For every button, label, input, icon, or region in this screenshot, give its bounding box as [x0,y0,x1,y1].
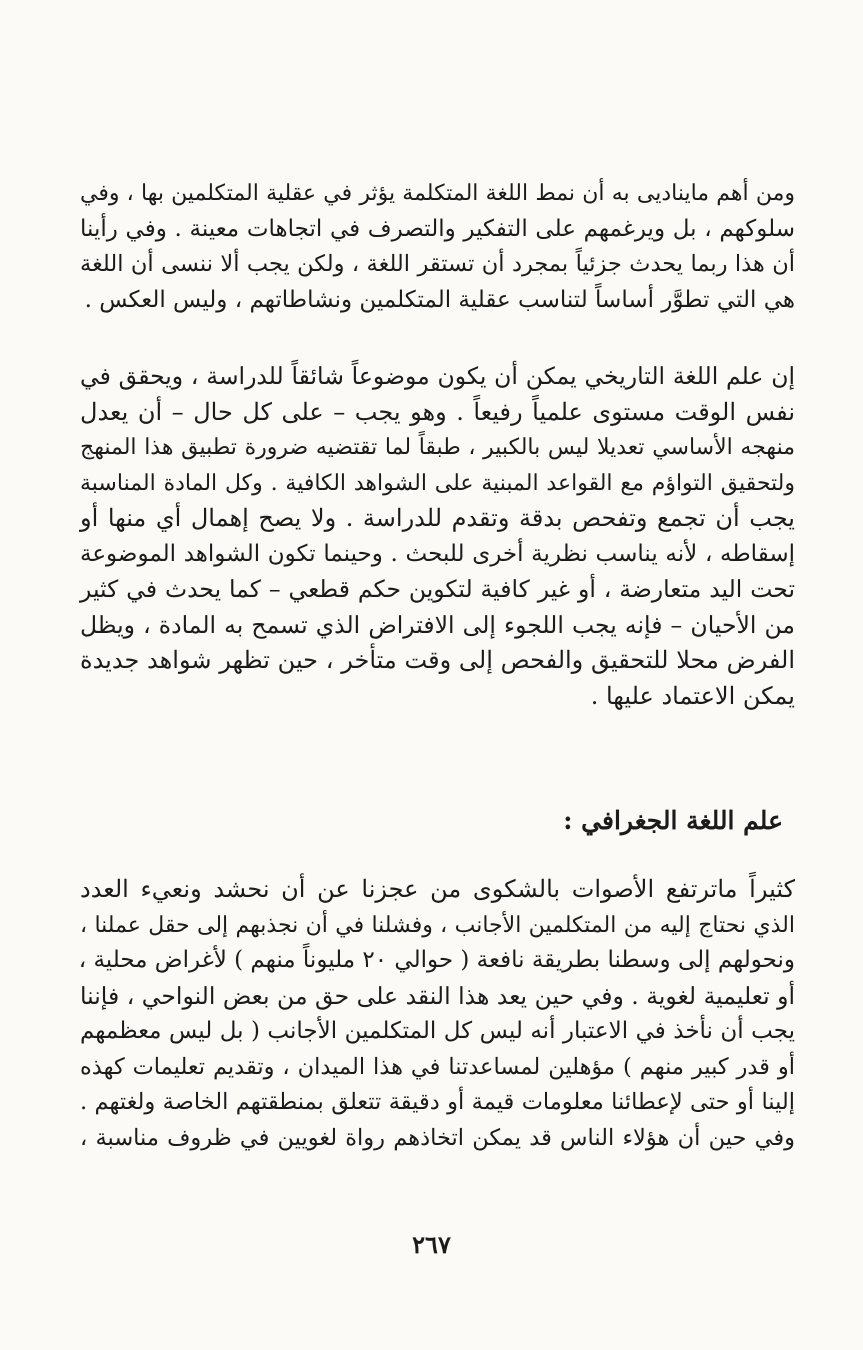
text-line: كثيراً ماترتفع الأصوات بالشكوى من عجزنا عن أن نحشد ونعيء العدد [80,875,795,903]
text-line: يجب أن نأخذ في الاعتبار أنه ليس كل المتكلمين الأجانب ( بل ليس معظمهم [80,1018,795,1044]
paragraph-language-and-thought [80,176,795,318]
text-line: أو قدر كبير منهم ) مؤهلين لمساعدتنا في هذا الميدان ، وتقديم تعليمات كهذه [80,1053,795,1080]
section-heading: علم اللغة الجغرافي : [563,806,783,835]
text-line: ومن أهم مايناديى به أن نمط اللغة المتكلمة يؤثر في عقلية المتكلمين بها ، وفي [80,181,795,206]
text-line: أو تعليمية لغوية . وفي حين يعد هذا النقد على حق من بعض النواحي ، فإننا [80,981,795,1010]
text-line: هي التي تطوَّر أساساً لتناسب عقلية المتكلمين ونشاطاتهم ، وليس العكس . [84,286,795,313]
text-line: أن هذا ربما يحدث جزئياً بمجرد أن تستقر اللغة ، ولكن يجب ألا ننسى أن اللغة [80,251,795,277]
page-number: ٢٦٧ [412,1230,451,1259]
text-line: من الأحيان – فإنه يجب اللجوء إلى الافتراض الذي تسمح به المادة ، ويظل [80,610,795,639]
text-line: الذي نحتاج إليه من المتكلمين الأجانب ، وفشلنا في أن نجذبهم إلى حقل عملنا ، [80,912,795,938]
text-line: نفس الوقت مستوى علمياً رفيعاً . وهو يجب – على كل حال – أن يعدل [80,397,795,426]
paragraph-historical-linguistics [80,359,795,714]
text-line: إلينا أو حتى لإعطائنا معلومات قيمة أو دقيقة تتعلق بمنطقتهم الخاصة ولغتهم . [80,1089,795,1115]
text-line: يمكن الاعتماد عليها . [590,681,795,710]
text-line: إن علم اللغة التاريخي يمكن أن يكون موضوعاً شائقاً للدراسة ، ويحقق في [80,362,795,390]
text-line: سلوكهم ، بل ويرغمهم على التفكير والتصرف في اتجاهات معينة . وفي رأينا [80,215,795,242]
text-line: يجب أن تجمع وتفحص بدقة وتقدم للدراسة . ولا يصح إهمال أي منها أو [80,504,795,532]
text-line: وفي حين أن هؤلاء الناس قد يمكن اتخاذهم رواة لغويين في ظروف مناسبة ، [80,1124,795,1151]
text-line: إسقاطه ، لأنه يناسب نظرية أخرى للبحث . وحينما تكون الشواهد الموضوعة [80,540,795,567]
text-line: منهجه الأساسي تعديلا ليس بالكبير ، طبقاً لما تقتضيه ضرورة تطبيق هذا المنهج [80,435,795,460]
text-line: ولتحقيق التواؤم مع القواعد المبنية على الشواهد الكافية . وكل المادة المناسبة [80,470,795,496]
paragraph-geographical-linguistics [80,872,795,1156]
text-line: الفرض محلا للتحقيق والفحص إلى وقت متأخر ، حين تظهر شواهد جديدة [80,646,795,674]
text-line: ونحولهم إلى وسطنا بطريقة نافعة ( حوالي ٢٠ مليوناً منهم ) لأغراض محلية ، [78,947,795,973]
text-line: تحت اليد متعارضة ، أو غير كافية لتكوين حكم قطعي – كما يحدث في كثير [80,575,795,603]
